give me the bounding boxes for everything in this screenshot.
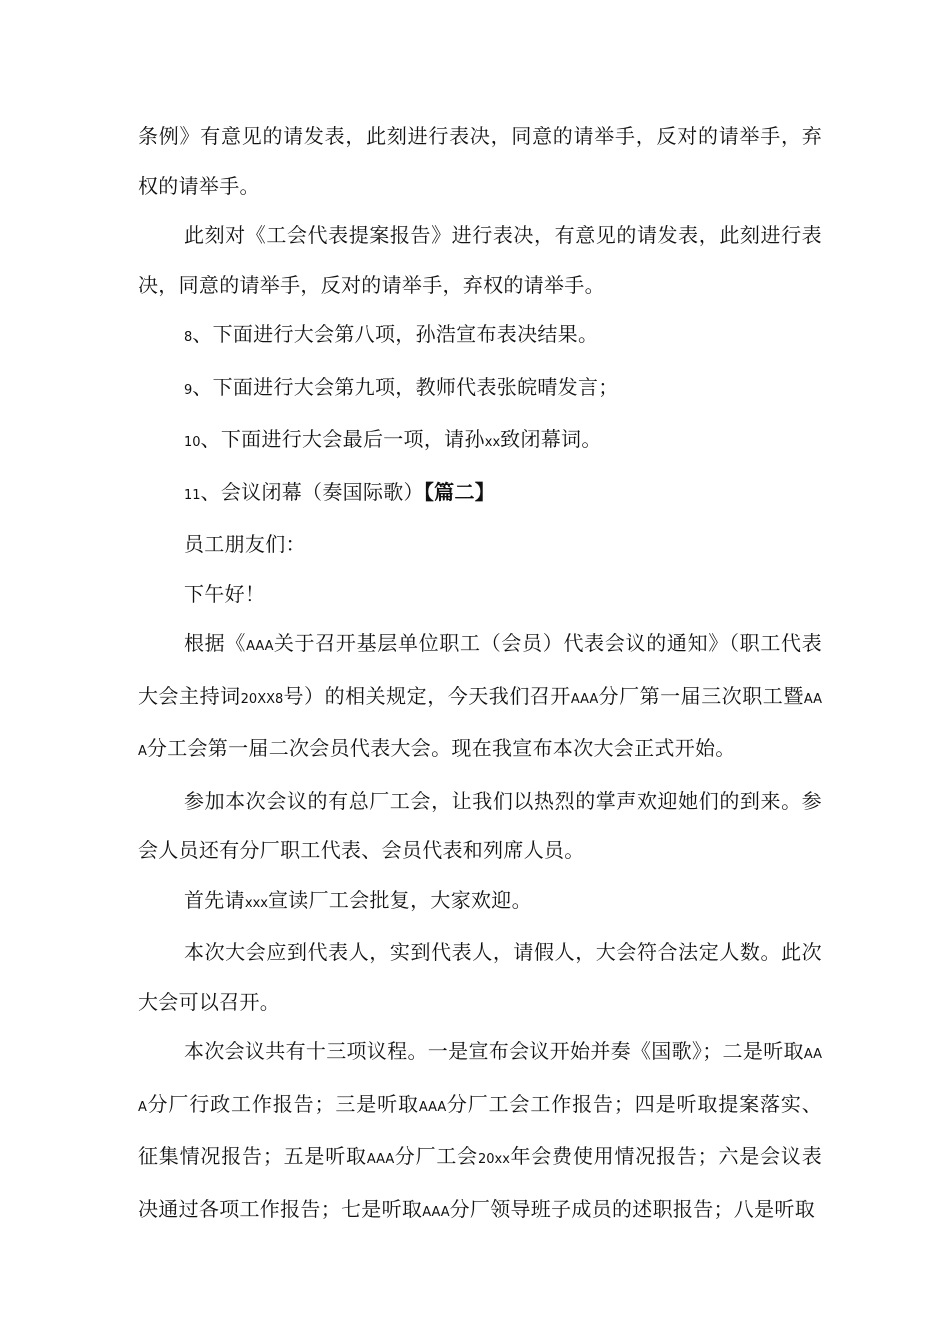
- paragraph-text: 分工会第一届二次会员代表大会。现在我宣布本次大会正式开始。: [146, 736, 736, 760]
- paragraph-text: AAA: [246, 639, 274, 654]
- paragraph: [138, 211, 822, 310]
- document-page: [138, 112, 822, 1237]
- paragraph-text: 分厂工会工作报告；四是听取提案落实、征集情况报告；五是听取: [138, 1091, 823, 1168]
- paragraph-text: 年会费使用情况报告；六是会议表决通过各项工作报告；七是听取: [138, 1144, 823, 1221]
- paragraph: [138, 468, 822, 521]
- paragraph-text: 、下面进行大会第八项，孙浩宣布表决结果。: [192, 322, 599, 346]
- paragraph-text: 9: [184, 382, 193, 398]
- paragraph: [138, 520, 822, 570]
- section-heading-text: 【篇二】: [423, 479, 496, 504]
- paragraph: [138, 363, 822, 416]
- paragraph-text: 参加本次会议的有总厂工会，让我们以热烈的掌声欢迎她们的到来。参会人员还有分厂职工代表、会员代表和列席人员。: [138, 788, 822, 862]
- paragraph-text: 分厂领导班子成员的述职报告；八是听取: [449, 1196, 816, 1221]
- paragraph-text: 宣读厂工会批复，大家欢迎。: [268, 887, 532, 912]
- paragraph: [138, 777, 822, 876]
- paragraph-text: 本次会议共有十三项议程。一是宣布会议开始并奏《国歌》；二是听取: [184, 1039, 804, 1063]
- paragraph-text: 分厂工会: [394, 1144, 478, 1168]
- paragraph-text: 首先请: [184, 887, 245, 912]
- paragraph-text: xx: [484, 435, 501, 450]
- paragraph-text: AAA: [418, 1099, 447, 1115]
- paragraph-text: 此刻对《工会代表提案报告》进行表决，有意见的请发表，此刻进行表决，同意的请举手，反对的请举手，弃权的请举手。: [138, 223, 822, 297]
- paragraph: [138, 415, 822, 468]
- paragraph-text: 根据《: [184, 631, 247, 655]
- paragraph: [138, 310, 822, 363]
- paragraph-text: 10: [184, 435, 201, 450]
- paragraph-text: AAA: [570, 691, 599, 707]
- paragraph-text: 员工朋友们：: [184, 532, 306, 556]
- paragraph-text: 、下面进行大会第九项，教师代表张皖晴发言；: [192, 374, 619, 399]
- paragraph-text: 条例》有意见的请发表，此刻进行表决，同意的请举手，反对的请举手，弃权的请举手。: [138, 124, 822, 198]
- paragraph-text: 、下面进行大会最后一项，请孙: [200, 427, 485, 451]
- paragraph-text: AAA: [422, 1204, 450, 1220]
- paragraph-text: xxx: [244, 895, 268, 911]
- paragraph: [138, 928, 822, 1027]
- paragraph-text: 、会议闭幕（奏国际歌）: [200, 479, 424, 504]
- paragraph-text: 致闭幕词。: [500, 427, 602, 451]
- paragraph: [138, 876, 822, 929]
- paragraph-text: AAA: [366, 1152, 395, 1167]
- paragraph: [138, 1027, 822, 1237]
- paragraph-text: 20xx: [478, 1152, 510, 1167]
- paragraph-text: 8: [184, 330, 193, 345]
- paragraph-text: 20XX8: [240, 691, 284, 707]
- paragraph: [138, 570, 822, 620]
- paragraph-text: 号）的相关规定，今天我们召开: [283, 683, 571, 708]
- paragraph: [138, 619, 822, 777]
- paragraph-text: 分厂第一届三次职工暨: [598, 683, 804, 708]
- paragraph-text: AAA: [138, 691, 823, 759]
- paragraph-text: 分厂行政工作报告；三是听取: [146, 1091, 419, 1116]
- paragraph-text: AAA: [138, 1047, 822, 1115]
- paragraph-text: 关于召开基层单位职工（会员）代表会议的通知》（职工代表大会主持词: [138, 631, 822, 708]
- paragraph-text: 本次大会应到代表人，实到代表人，请假人，大会符合法定人数。此次大会可以召开。: [138, 940, 822, 1014]
- paragraph-text: 11: [184, 487, 201, 503]
- paragraph: [138, 112, 822, 211]
- paragraph-text: 下午好！: [184, 581, 266, 606]
